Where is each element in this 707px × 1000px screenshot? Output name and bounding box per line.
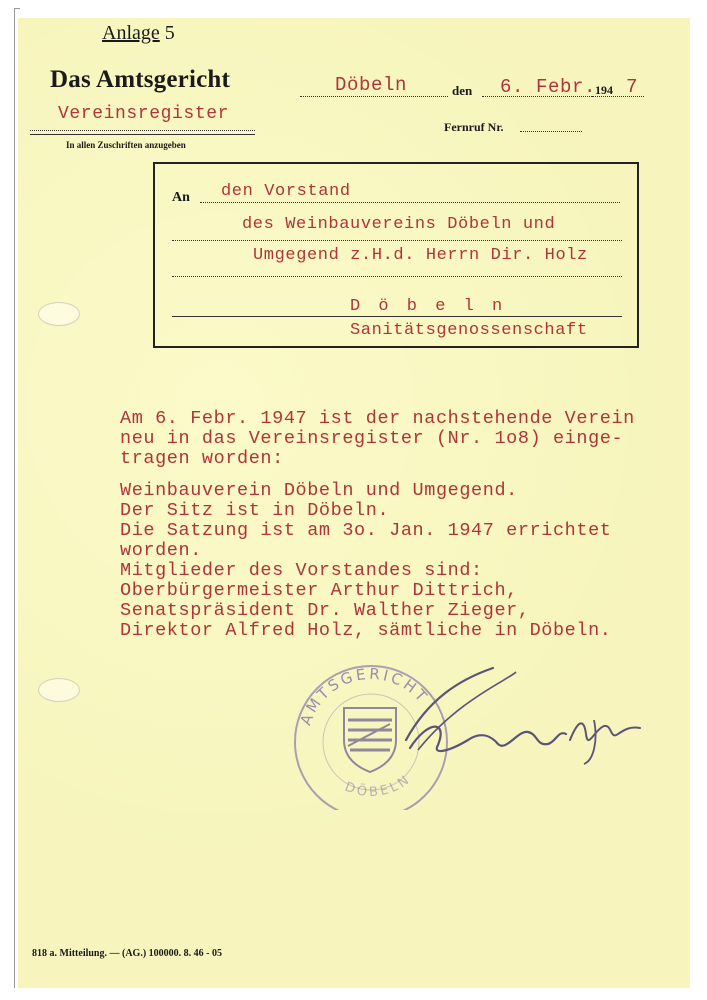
address-line-4: D ö b e l n xyxy=(350,297,507,316)
address-line-5: Sanitätsgenossenschaft xyxy=(350,321,588,340)
court-dotted-line xyxy=(30,130,255,131)
city-dotted-line xyxy=(300,96,448,97)
annex-number: 5 xyxy=(164,22,175,44)
scan-edge-top xyxy=(14,8,20,9)
address-line-2-rule xyxy=(172,240,622,241)
address-line-1: den Vorstand xyxy=(221,182,351,201)
header-phone-label: Fernruf Nr. xyxy=(444,120,504,134)
stamp-top-text: AMTSGERICHT xyxy=(296,664,433,728)
phone-dotted-line xyxy=(520,131,582,132)
header-year-suffix: 7 xyxy=(626,76,639,98)
address-an-label: An xyxy=(172,190,190,205)
address-line-3: Umgegend z.H.d. Herrn Dir. Holz xyxy=(253,246,588,265)
body-line: Am 6. Febr. 1947 ist der nachstehende Verein xyxy=(120,408,635,429)
body-line: Direktor Alfred Holz, sämtliche in Döbeln. xyxy=(120,620,612,641)
body-line: Der Sitz ist in Döbeln. xyxy=(120,500,390,521)
address-line-2: des Weinbauvereins Döbeln und xyxy=(242,215,556,234)
body-line: neu in das Vereinsregister (Nr. 1o8) einge- xyxy=(120,428,624,449)
court-department: Vereinsregister xyxy=(58,104,230,124)
body-line: Senatspräsident Dr. Walther Zieger, xyxy=(120,600,530,621)
scan-edge-left xyxy=(14,8,15,988)
address-line-1-rule xyxy=(200,202,620,203)
court-solid-line xyxy=(30,134,255,135)
date-dotted-line xyxy=(482,96,592,97)
address-line-3-rule xyxy=(172,276,622,277)
header-date: 6. Febr. xyxy=(500,76,597,98)
body-line: Oberbürgermeister Arthur Dittrich, xyxy=(120,580,518,601)
address-line-4-rule xyxy=(172,316,622,317)
stamp-bottom-text: DÖBELN xyxy=(342,771,415,801)
body-line: Mitglieder des Vorstandes sind: xyxy=(120,560,483,581)
punch-hole-top xyxy=(38,302,80,326)
header-den-label: den xyxy=(452,83,473,98)
handwritten-signature xyxy=(398,660,648,770)
court-hint: In allen Zuschriften anzugeben xyxy=(66,140,186,150)
footer-form-number: 818 a. Mitteilung. — (AG.) 100000. 8. 46 - 05 xyxy=(32,948,222,959)
court-name: Das Amtsgericht xyxy=(50,66,231,93)
header-year-prefix: 194 xyxy=(595,83,613,97)
body-line: Die Satzung ist am 3o. Jan. 1947 errichtet xyxy=(120,520,612,541)
coat-of-arms-icon xyxy=(344,708,396,772)
annex-word: Anlage xyxy=(102,22,160,44)
body-line: worden. xyxy=(120,540,202,561)
header-city: Döbeln xyxy=(335,74,408,96)
year-dotted-line xyxy=(592,96,644,97)
punch-hole-bottom xyxy=(38,678,80,702)
body-line: tragen worden: xyxy=(120,448,284,469)
body-line: Weinbauverein Döbeln und Umgegend. xyxy=(120,480,518,501)
annex-label xyxy=(102,22,175,45)
